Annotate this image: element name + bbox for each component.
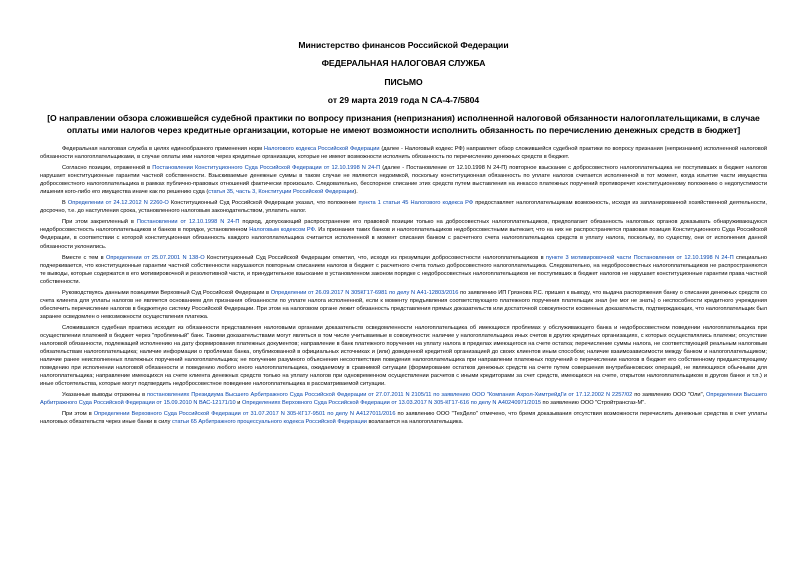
body-paragraph <box>40 391 767 407</box>
document-link[interactable]: пункте 3 мотивировочной части Постановления от 12.10.1998 N 24-П <box>545 254 734 261</box>
paragraph-text: Вместе с тем в <box>62 254 106 261</box>
body-paragraph <box>40 254 767 286</box>
ministry-name: Министерство финансов Российской Федерации <box>298 40 509 50</box>
paragraph-text: подход, допускающий распространение его правовой позиции только на добросовестных налогоплательщиков, предполагает обязанность налоговых органов доказывать обнаруживающуюся недобросовестность налогоплательщиков и банков в порядке, установленном <box>40 219 767 234</box>
body-paragraph <box>40 324 767 388</box>
paragraph-text: В <box>62 200 68 207</box>
document-link[interactable]: Определении от 25.07.2001 N 138-О <box>105 254 205 261</box>
paragraph-text: специально подчеркивается, что конституционные гарантии частной собственности нарушаются повторным списанием налогов в бюджет с расчетного счета только добросовестного налогоплательщика. Следовательно, на недобросовестных налогоплательщиков не распространяются те выводы, которые содержатся в его мотивировочной и резолютивной части, и принудительное взыскание в установленном законом порядке с недобросовестных налогоплательщиков не поступивших в бюджет налогов не нарушает конституционные гарантии права частной собственности. <box>40 254 768 285</box>
paragraph-text: по заявлению ООО "Стройтрансгаз-М". <box>540 400 646 407</box>
paragraph-text: Федеральная налоговая служба в целях единообразного применения норм <box>62 146 264 152</box>
document-link[interactable]: Определении от 26.09.2017 N 305КГ17-6981 по делу N А41-12803/2016 <box>270 289 459 296</box>
document-link[interactable]: по заявлению ООО "Компания Ахрол-ХимтрейдГи от 17.12.2002 N 2257/02 <box>431 392 633 399</box>
document-type: ПИСЬМО <box>384 77 423 87</box>
document-link[interactable]: Определении Верховного Суда Российской Федерации от 31.07.2017 N 305-КГ17-9501 по делу N А4127011/2016 <box>93 411 396 418</box>
document-link[interactable]: Определении от 24.12.2012 N 2260-О <box>67 200 169 207</box>
document-link[interactable]: Налоговым кодексом РФ <box>249 227 315 234</box>
paragraph-text: Указанные выводы отражены в <box>62 392 147 399</box>
document-link[interactable]: Определении Высшего Арбитражного Суда Российской Федерации от 15.09.2010 N ВАС-12171/10 <box>40 392 767 407</box>
document-link[interactable]: Определениях Верховного Суда Российской Федерации от 13.03.2017 N 305-КГ17-616 по делу N А40240971/2015 <box>242 400 541 407</box>
paragraph-text: При этом закрепленный в <box>62 219 137 226</box>
paragraph-text: Руководствуясь данными позициями Верховный Суд Российской Федерации в <box>62 289 271 296</box>
paragraph-text: предоставляет налогоплательщикам возможность, исходя из запланированной хозяйственной деятельности, досрочно, т.е. до наступления срока, установленного налоговым законодательством, уплатить налог. <box>40 200 767 215</box>
paragraph-text: При этом в <box>62 411 94 418</box>
body-paragraph <box>40 164 767 196</box>
paragraph-text: по заявлению ИП Грязнова Р.С. пришел к выводу, что выдача распоряжения банку о списании денежных средств со счета клиента для уплаты налогов не является основанием для признания обязанности по уплате налога исполненной, если к моменту предъявления соответствующего платежного поручения плательщик знал (не мог не знать) о неспособности кредитного учреждения обеспечить перечисление налогов в бюджетную систему Российской Федерации. При этом на налоговом органе лежит обязанность представления прямых доказательств или достаточной совокупности косвенных доказательств, подтверждающих, что налогоплательщик был заранее осведомлен о невозможности осуществления платежа. <box>40 289 767 320</box>
paragraph-text: (далее - Постановление от 12.10.1998 N 24-П) повторное взыскание с добросовестного налогоплательщика не поступивших в бюджет налогов нарушает конституционные гарантии частной собственности. Взыскиваемые денежные суммы в таком случае не являются недоимкой, поскольку конституционная обязанность по уплате налогов считается исполненной в тот момент, когда изъятие части имущества добросовестного налогоплательщика в рамках публично-правовых отношений фактически произошло. Следовательно, бесспорное списание этих средств путем выставления на инкассо платежных поручений противоречит конституционному положению о недопустимости лишения кого-либо его имущества иначе как по решению суда ( <box>40 165 767 196</box>
paragraph-text: . Из признания таких банков и налогоплательщиков недобросовестными вытекает, что на них не распространяется правовая позиция Конституционного Суда Российской Федерации, в соответствии с которой конституционная обязанность каждого налогоплательщика считается исполненной в момент списания банком с расчетного счета налогоплательщика средств в уплату налога, поскольку, по существу, они от исполнения данной обязанности уклонились. <box>40 227 767 250</box>
document-date-number: от 29 марта 2019 года N СА-4-7/5804 <box>327 95 480 105</box>
body-paragraph <box>40 199 767 215</box>
document-link[interactable]: статья 35, часть 3, Конституции Российской Федерации <box>208 189 355 196</box>
body-paragraph <box>40 410 767 426</box>
document-link[interactable]: пункта 1 статьи 45 Налогового кодекса РФ <box>358 200 474 207</box>
document-subject: [О направлении обзора сложившейся судебной практики по вопросу признания (непризнания) исполненной налоговой обязанности налогоплательщиками, в случае оплаты ими налогов через кредитные организации, которые не имеют возможности исполнить обязанность по перечислению денежных средств в бюджет] <box>47 113 760 135</box>
document-body <box>40 145 767 430</box>
paragraph-text: по заявлению ООО "Оли", <box>632 392 707 399</box>
document-link[interactable]: Налогового кодекса Российской Федерации <box>263 146 380 152</box>
paragraph-text: ). <box>354 189 358 196</box>
document-link[interactable]: постановлениях Президиума Высшего Арбитражного Суда Российской Федерации от 27.07.2011 N 2105/11 <box>147 392 432 399</box>
document-link[interactable]: статьи 65 Арбитражного процессуального кодекса Российской Федерации <box>171 419 367 426</box>
paragraph-text: Конституционный Суд Российской Федерации указал, что положение <box>168 200 359 207</box>
body-paragraph <box>40 145 767 161</box>
service-name: ФЕДЕРАЛЬНАЯ НАЛОГОВАЯ СЛУЖБА <box>321 58 486 68</box>
paragraph-text: Сложившаяся судебная практика исходит из обязанности представления налоговыми органами доказательств осведомленности налогоплательщика об имеющихся проблемах у обслуживающего банка и недобросовестном поведении налогоплательщика при осуществлении платежей в бюджет через "проблемный" банк. Такими доказательствами могут являться в том числе учитываемые в совокупности: наличие у налогоплательщика иных счетов в других кредитных организациях, с которых осуществлялись платежи; отсутствие налоговой обязанности, подлежащей исполнению на дату формирования платежных документов; направление в банк платежного поручения на уплату налога в пределах имеющегося на счете остатка; перечисление суммы налога, не соответствующей реальным налоговым обязательствам налогоплательщика; наличие информации о проблемах банка, опубликованной в официальных источниках и (или) доведенной кредитной организацией до своих клиентов иным способом; наличие взаимозависимости между банком и налогоплательщиком; наличие ранее неисполненных платежных поручений налогоплательщика; не получение разумного объяснения несоответствия поведения налогоплательщика при направлении платежных поручений о перечислении налогов в бюджет его собственному предшествующему поведению при исполнении налоговой обязанности и поведению любого иного налогоплательщика, ожидаемому в сравнимой ситуации (формирование остатков денежных средств на счете путем совершения внутрибанковских операций, не являющихся обычными для налогоплательщика; направление имеющихся на счете клиента денежных средств только на уплату налогов при одновременном осуществлении расчетов с иными кредиторами за счет средств, имеющихся на счете, открытом налогоплательщиком в другом банке и т.п.) и иные обстоятельства, которые могут подтвердить недобросовестное поведение налогоплательщика в рассматриваемой ситуации. <box>40 324 767 388</box>
document-link[interactable]: Постановлении Конституционного Суда Российской Федерации от 12.10.1998 N 24-П <box>152 165 381 172</box>
document-link[interactable]: Постановлении от 12.10.1998 N 24-П <box>136 219 240 226</box>
body-paragraph <box>40 218 767 250</box>
paragraph-text: возлагается на налогоплательщика. <box>366 419 464 426</box>
paragraph-text: Конституционный Суд Российской Федерации отметил, что, исходя из презумпции добросовестности налогоплательщиков в <box>204 254 546 261</box>
paragraph-text: (далее - Налоговый кодекс РФ) направляет обзор сложившейся судебной практики по вопросу признания (непризнания) исполненной налоговой обязанности налогоплательщиками, в случае оплаты ими налогов через кредитные организации, которые не имеют возможности исполнить обязанность по перечислению денежных средств в бюджет. <box>40 146 767 161</box>
paragraph-text: и <box>235 400 242 407</box>
paragraph-text: Согласно позиции, отраженной в <box>62 165 153 172</box>
body-paragraph <box>40 289 767 321</box>
paragraph-text: по заявлению ООО "ТехДело" отмечено, что бремя доказывания отсутствия возможности перечислить денежные средства в счет уплаты налоговых обязательств через иные банки в силу <box>40 411 767 426</box>
